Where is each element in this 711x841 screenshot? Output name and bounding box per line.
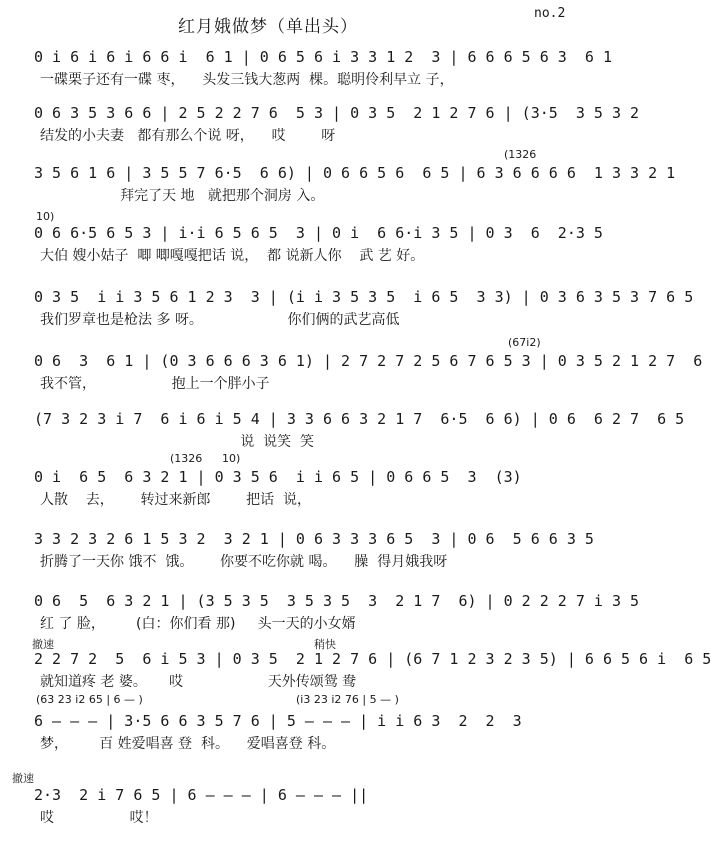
- lyric-line: 就知道疼 老 婆。 哎 天外传颂鸳 鸯: [40, 674, 357, 690]
- score-annotation: 撤速: [12, 772, 34, 785]
- score-annotation: 10): [222, 452, 241, 465]
- notation-line: 3 5 6 1 6 | 3 5 5 7 6·5 6 6) | 0 6 6 5 6 6 5 | 6 3 6 6 6 6 1 3 3 2 1: [34, 164, 676, 182]
- lyric-line: 我们罗章也是枪法 多 呀。 你们俩的武艺高低: [40, 312, 400, 328]
- lyric-line: 红 了 脸， (白：你们看 那) 头一天的小女婿: [40, 616, 356, 632]
- score-annotation: (1326: [504, 148, 537, 161]
- notation-line: 0 i 6 i 6 i 6 6 i 6 1 | 0 6 5 6 i 3 3 1 2 3 | 6 6 6 5 6 3 6 1: [34, 48, 612, 66]
- lyric-line: 说 说笑 笑: [40, 434, 315, 450]
- lyric-line: 大伯 嫂小姑子 唧 唧嘎嘎把话 说， 都 说新人你 武 艺 好。: [40, 248, 425, 264]
- notation-line: 3 3 2 3 2 6 1 5 3 2 3 2 1 | 0 6 3 3 3 6 5 3 | 0 6 5 6 6 3 5: [34, 530, 594, 548]
- lyric-line: 一碟栗子还有一碟 枣， 头发三钱大葱两 棵。聪明伶利早立 子，: [40, 72, 454, 88]
- score-annotation: (i3 23 i2 76 | 5 — ): [296, 693, 399, 706]
- score-annotation: 撤速: [32, 638, 54, 651]
- score-annotation: 稍快: [314, 638, 336, 651]
- notation-line: 0 3 5 i i 3 5 6 1 2 3 3 | (i i 3 5 3 5 i 6 5 3 3) | 0 3 6 3 5 3 7 6 5: [34, 288, 694, 306]
- lyric-line: 哎 哎！: [40, 810, 158, 826]
- notation-line: (7 3 2 3 i 7 6 i 6 i 5 4 | 3 3 6 6 3 2 1 7 6·5 6 6) | 0 6 6 2 7 6 5: [34, 410, 685, 428]
- lyric-line: 结发的小夫妻 都有那么个说 呀， 哎 呀: [40, 128, 336, 144]
- notation-line: 2·3 2 i 7 6 5 | 6 — — — | 6 — — — ||: [34, 786, 369, 804]
- lyric-line: 人散 去， 转过来新郎 把话 说，: [40, 492, 312, 508]
- notation-line: 0 6 5 6 3 2 1 | (3 5 3 5 3 5 3 5 3 2 1 7 6) | 0 2 2 2 7 i 3 5: [34, 592, 640, 610]
- lyric-line: 我不管， 抱上一个胖小子: [40, 376, 270, 392]
- score-annotation: (67i2): [508, 336, 541, 349]
- score-annotation: (63 23 i2 65 | 6 — ): [36, 693, 143, 706]
- notation-line: 0 6 3 5 3 6 6 | 2 5 2 2 7 6 5 3 | 0 3 5 2 1 2 7 6 | (3·5 3 5 3 2: [34, 104, 640, 122]
- page-number: no.2: [534, 6, 566, 21]
- notation-line: 6 — — — | 3·5 6 6 3 5 7 6 | 5 — — — | i i 6 3 2 2 3: [34, 712, 522, 730]
- notation-line: 0 6 3 6 1 | (0 3 6 6 6 3 6 1) | 2 7 2 7 2 5 6 7 6 5 3 | 0 3 5 2 1 2 7 6: [34, 352, 703, 370]
- lyric-line: 梦， 百 姓爱唱喜 登 科。 爱唱喜登 科。: [40, 736, 336, 752]
- page-title: 红月娥做梦（单出头）: [178, 17, 358, 37]
- lyric-line: 折腾了一天你 饿不 饿。 你要不吃你就 喝。 臊 得月娥我呀: [40, 554, 448, 570]
- score-annotation: (1326: [170, 452, 203, 465]
- lyric-line: 拜完了天 地 就把那个洞房 入。: [40, 188, 325, 204]
- notation-line: 0 i 6 5 6 3 2 1 | 0 3 5 6 i i 6 5 | 0 6 6 5 3 (3): [34, 468, 522, 486]
- notation-line: 0 6 6·5 6 5 3 | i·i 6 5 6 5 3 | 0 i 6 6·i 3 5 | 0 3 6 2·3 5: [34, 224, 603, 242]
- notation-line: 2 2 7 2 5 6 i 5 3 | 0 3 5 2 1 2 7 6 | (6 7 1 2 3 2 3 5) | 6 6 5 6 i 6 5: [34, 650, 711, 668]
- score-annotation: 10): [36, 210, 55, 223]
